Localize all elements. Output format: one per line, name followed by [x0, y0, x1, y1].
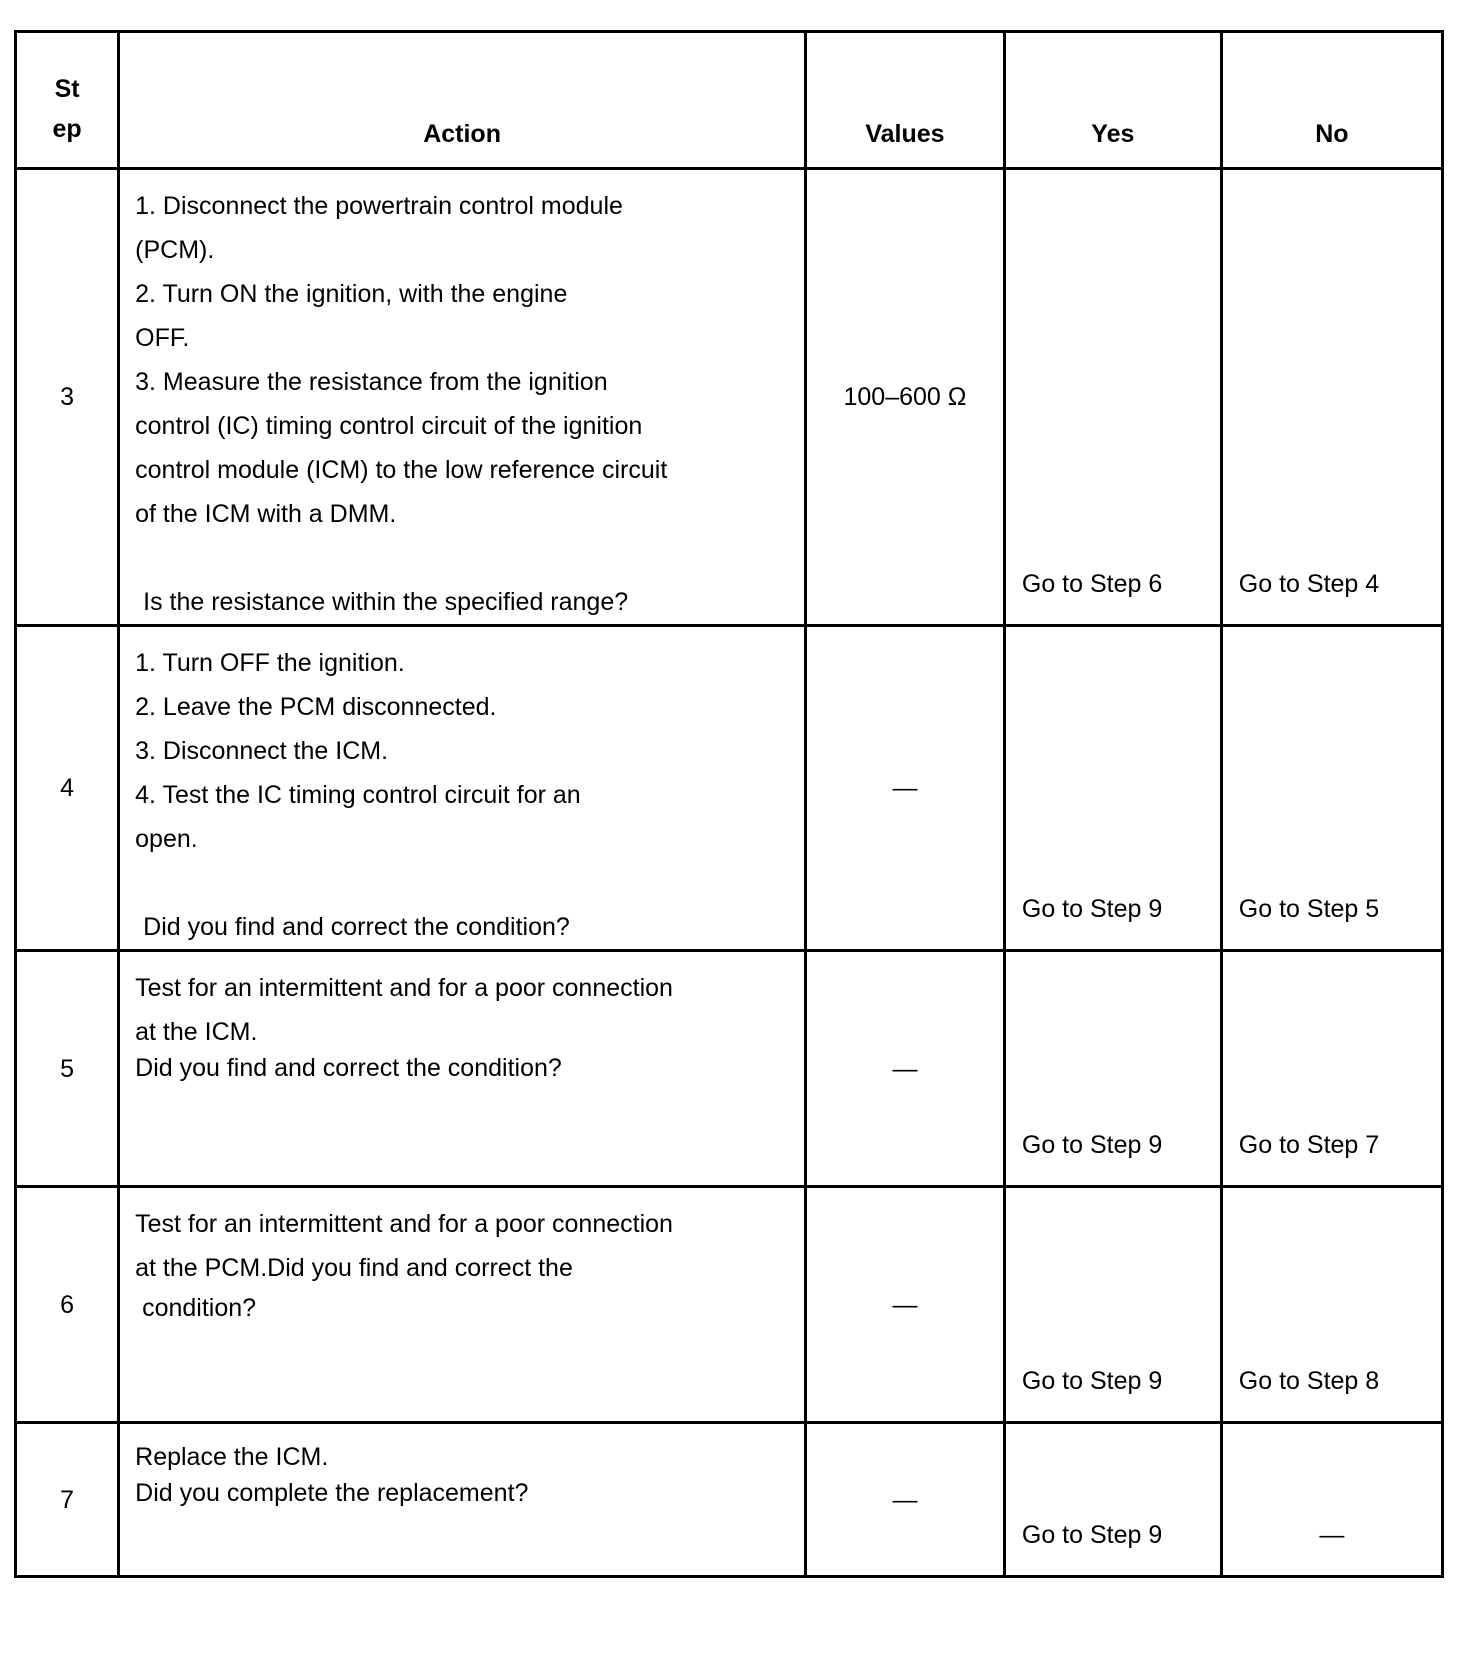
header-values: Values — [806, 32, 1005, 169]
table-row — [16, 1187, 1443, 1423]
header-yes: Yes — [1004, 32, 1221, 169]
action-line: open. — [135, 825, 198, 853]
action-line: 4. Test the IC timing control circuit for an — [135, 781, 581, 809]
header-action: Action — [119, 32, 806, 169]
action-cell — [119, 169, 806, 626]
table-row — [16, 951, 1443, 1187]
value-cell: — — [806, 626, 1005, 951]
no-cell: Go to Step 4 — [1221, 169, 1442, 626]
action-cell — [119, 951, 806, 1187]
yes-cell: Go to Step 6 — [1004, 169, 1221, 626]
yes-cell: Go to Step 9 — [1004, 1187, 1221, 1423]
table-row — [16, 1423, 1443, 1577]
action-line: control (IC) timing control circuit of the ignition — [135, 412, 643, 440]
action-line: 2. Turn ON the ignition, with the engine — [135, 280, 568, 308]
action-line: OFF. — [135, 324, 190, 352]
header-row — [16, 32, 1443, 169]
no-cell: Go to Step 7 — [1221, 951, 1442, 1187]
step-number: 3 — [16, 169, 119, 626]
yes-cell: Go to Step 9 — [1004, 626, 1221, 951]
action-line: Did you find and correct the condition? — [135, 1054, 562, 1082]
no-cell: — — [1221, 1423, 1442, 1577]
step-number: 5 — [16, 951, 119, 1187]
value-cell: 100–600 Ω — [806, 169, 1005, 626]
action-line: of the ICM with a DMM. — [135, 500, 397, 528]
action-line: Replace the ICM. — [135, 1443, 329, 1471]
table-row — [16, 626, 1443, 951]
action-line: Test for an intermittent and for a poor connection — [135, 1210, 673, 1238]
no-cell: Go to Step 8 — [1221, 1187, 1442, 1423]
action-question: Did you find and correct the condition? — [143, 913, 570, 941]
header-no: No — [1221, 32, 1442, 169]
value-cell: — — [806, 951, 1005, 1187]
action-line: (PCM). — [135, 236, 215, 264]
action-cell — [119, 626, 806, 951]
step-number: 7 — [16, 1423, 119, 1577]
action-line: 3. Disconnect the ICM. — [135, 737, 389, 765]
table-row — [16, 169, 1443, 626]
action-line: at the ICM. — [135, 1018, 258, 1046]
diagnostic-table — [14, 30, 1444, 1578]
action-line: 1. Disconnect the powertrain control module — [135, 192, 623, 220]
no-cell: Go to Step 5 — [1221, 626, 1442, 951]
action-cell — [119, 1423, 806, 1577]
action-line: condition? — [135, 1294, 257, 1322]
action-line: control module (ICM) to the low reference circuit — [135, 456, 668, 484]
action-line: 1. Turn OFF the ignition. — [135, 649, 405, 677]
action-line: 3. Measure the resistance from the ignition — [135, 368, 608, 396]
yes-cell: Go to Step 9 — [1004, 1423, 1221, 1577]
yes-cell: Go to Step 9 — [1004, 951, 1221, 1187]
action-line: Test for an intermittent and for a poor connection — [135, 974, 673, 1002]
header-step: St ep — [16, 32, 119, 169]
action-question: Is the resistance within the specified range? — [143, 588, 629, 616]
action-line: 2. Leave the PCM disconnected. — [135, 693, 497, 721]
value-cell: — — [806, 1423, 1005, 1577]
action-line: at the PCM.Did you find and correct the — [135, 1254, 573, 1282]
action-cell — [119, 1187, 806, 1423]
step-number: 6 — [16, 1187, 119, 1423]
value-cell: — — [806, 1187, 1005, 1423]
step-number: 4 — [16, 626, 119, 951]
action-line: Did you complete the replacement? — [135, 1479, 529, 1507]
